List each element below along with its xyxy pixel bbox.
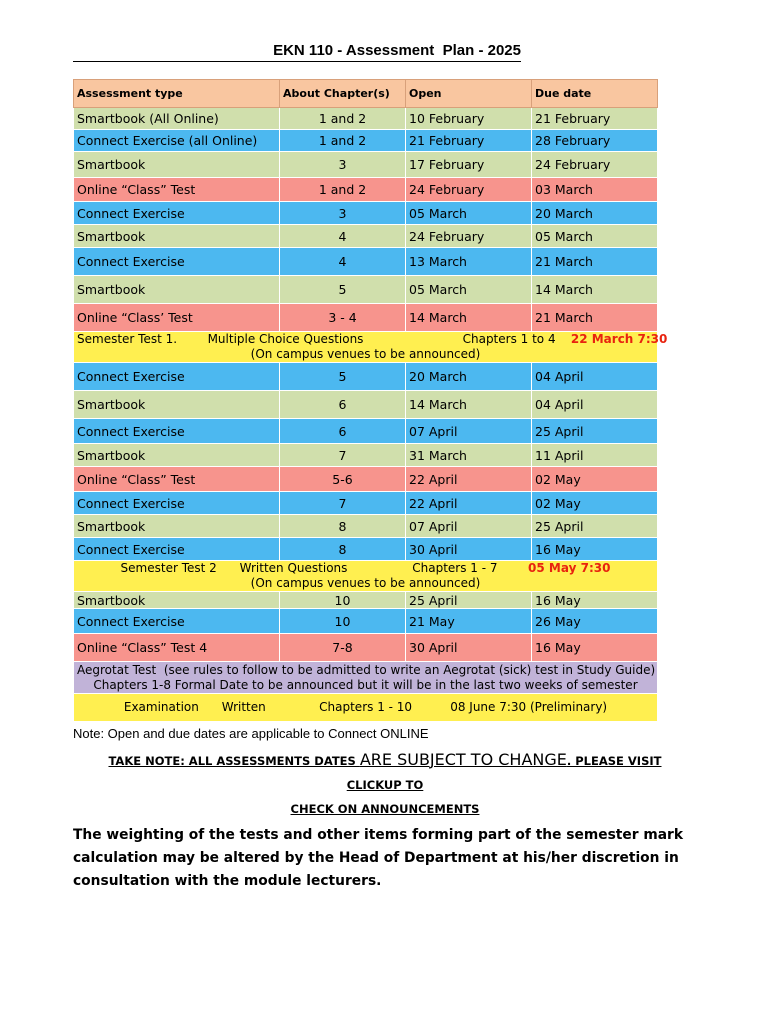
cell-assessment-type: Smartbook [74, 276, 280, 304]
cell-open: 31 March [406, 444, 532, 467]
cell-open: 05 March [406, 202, 532, 225]
cell-due-date: 21 February [532, 108, 658, 130]
cell-chapters: 1 and 2 [280, 178, 406, 202]
table-row [74, 444, 658, 467]
notice-cell [74, 332, 668, 363]
table-row [74, 276, 658, 304]
cell-assessment-type: Connect Exercise [74, 202, 280, 225]
cell-assessment-type: Smartbook [74, 515, 280, 538]
cell-due-date: 20 March [532, 202, 658, 225]
cell-due-date: 16 May [532, 592, 658, 609]
table-row [74, 152, 658, 178]
cell-chapters: 4 [280, 248, 406, 276]
cell-open: 22 April [406, 492, 532, 515]
table-row [74, 592, 658, 609]
cell-assessment-type: Online “Class’ Test [74, 304, 280, 332]
cell-open: 24 February [406, 225, 532, 248]
cell-open: 14 March [406, 391, 532, 419]
notice-date: 22 March 7:30 [570, 332, 668, 346]
table-row [74, 108, 658, 130]
table-row [74, 178, 658, 202]
notice-line1: Semester Test 2 Written Questions Chapters 1 - 7 [120, 561, 529, 575]
table-row [74, 248, 658, 276]
cell-open: 14 March [406, 304, 532, 332]
cell-due-date: 24 February [532, 152, 658, 178]
notice-line1: Aegrotat Test (see rules to follow to be admitted to write an Aegrotat (sick) test in Study Guide) [77, 662, 656, 677]
cell-chapters: 10 [280, 609, 406, 634]
cell-open: 21 February [406, 130, 532, 152]
cell-open: 07 April [406, 515, 532, 538]
cell-chapters: 8 [280, 538, 406, 561]
cell-chapters: 7 [280, 492, 406, 515]
cell-due-date: 16 May [532, 538, 658, 561]
weighting-paragraph: The weighting of the tests and other items forming part of the semester mark calculation may be altered by the Head of Department at his/her discretion in consultation with the module lecturers. [73, 827, 684, 889]
page-title: EKN 110 - Assessment Plan - 2025 [73, 42, 521, 62]
table-row [74, 515, 658, 538]
cell-chapters: 4 [280, 225, 406, 248]
table-row [74, 225, 658, 248]
cell-open: 22 April [406, 467, 532, 492]
cell-chapters: 5 [280, 363, 406, 391]
notice-cell [74, 694, 658, 722]
cell-chapters: 5 [280, 276, 406, 304]
table-row [74, 538, 658, 561]
cell-open: 21 May [406, 609, 532, 634]
table-row [74, 363, 658, 391]
cell-open: 24 February [406, 178, 532, 202]
cell-due-date: 16 May [532, 634, 658, 662]
online-note: Note: Open and due dates are applicable to Connect ONLINE [73, 726, 429, 741]
cell-chapters: 3 - 4 [280, 304, 406, 332]
header-open: Open [406, 80, 532, 108]
table-row [74, 130, 658, 152]
cell-due-date: 02 May [532, 467, 658, 492]
cell-due-date: 26 May [532, 609, 658, 634]
cell-due-date: 03 March [532, 178, 658, 202]
notice-cell [74, 561, 658, 592]
cell-assessment-type: Smartbook [74, 444, 280, 467]
cell-assessment-type: Connect Exercise (all Online) [74, 130, 280, 152]
cell-assessment-type: Connect Exercise [74, 609, 280, 634]
cell-open: 30 April [406, 538, 532, 561]
table-notice-row [74, 332, 658, 363]
cell-assessment-type: Smartbook [74, 225, 280, 248]
notice-line2: (On campus venues to be announced) [250, 347, 481, 361]
cell-due-date: 28 February [532, 130, 658, 152]
cell-assessment-type: Smartbook [74, 152, 280, 178]
table-row [74, 609, 658, 634]
notice-line1: Examination Written Chapters 1 - 10 08 June 7:30 (Preliminary) [123, 700, 608, 714]
cell-open: 30 April [406, 634, 532, 662]
cell-open: 07 April [406, 419, 532, 444]
notice-line2: Chapters 1-8 Formal Date to be announced but it will be in the last two weeks of semester [93, 677, 638, 692]
cell-assessment-type: Connect Exercise [74, 363, 280, 391]
take-note-emphasis: ARE SUBJECT TO CHANGE [359, 750, 567, 769]
table-row [74, 467, 658, 492]
cell-due-date: 14 March [532, 276, 658, 304]
cell-due-date: 25 April [532, 515, 658, 538]
cell-assessment-type: Online “Class” Test [74, 467, 280, 492]
table-notice-row [74, 561, 658, 592]
notice-date: 05 May 7:30 [528, 561, 611, 575]
header-assessment-type: Assessment type [74, 80, 280, 108]
table-row [74, 419, 658, 444]
table-row [74, 391, 658, 419]
header-chapters: About Chapter(s) [280, 80, 406, 108]
cell-due-date: 04 April [532, 391, 658, 419]
cell-chapters: 8 [280, 515, 406, 538]
cell-due-date: 25 April [532, 419, 658, 444]
cell-chapters: 7 [280, 444, 406, 467]
cell-chapters: 3 [280, 202, 406, 225]
table-notice-row [74, 662, 658, 694]
cell-open: 05 March [406, 276, 532, 304]
cell-due-date: 05 March [532, 225, 658, 248]
cell-assessment-type: Connect Exercise [74, 419, 280, 444]
take-note-notice [80, 748, 690, 821]
cell-assessment-type: Smartbook (All Online) [74, 108, 280, 130]
cell-open: 20 March [406, 363, 532, 391]
cell-assessment-type: Online “Class” Test 4 [74, 634, 280, 662]
cell-chapters: 1 and 2 [280, 108, 406, 130]
notice-line1: Semester Test 1. Multiple Choice Questions Chapters 1 to 4 [77, 332, 571, 346]
table-body [74, 108, 668, 722]
table-row [74, 304, 658, 332]
cell-open: 13 March [406, 248, 532, 276]
cell-assessment-type: Connect Exercise [74, 248, 280, 276]
assessment-table [73, 79, 668, 722]
cell-open: 10 February [406, 108, 532, 130]
cell-due-date: 21 March [532, 248, 658, 276]
table-row [74, 492, 658, 515]
cell-chapters: 6 [280, 391, 406, 419]
header-due-date: Due date [532, 80, 658, 108]
cell-chapters: 6 [280, 419, 406, 444]
cell-chapters: 10 [280, 592, 406, 609]
table-header-row [74, 80, 658, 108]
table-row [74, 634, 658, 662]
notice-cell [74, 662, 658, 694]
cell-assessment-type: Smartbook [74, 391, 280, 419]
cell-due-date: 11 April [532, 444, 658, 467]
cell-due-date: 04 April [532, 363, 658, 391]
cell-chapters: 5-6 [280, 467, 406, 492]
cell-due-date: 02 May [532, 492, 658, 515]
notice-line2: (On campus venues to be announced) [250, 576, 481, 590]
take-note-part2: . PLEASE VISIT CLICKUP TO [346, 754, 662, 792]
cell-assessment-type: Connect Exercise [74, 538, 280, 561]
cell-chapters: 7-8 [280, 634, 406, 662]
cell-open: 25 April [406, 592, 532, 609]
cell-chapters: 3 [280, 152, 406, 178]
take-note-line2: CHECK ON ANNOUNCEMENTS [290, 802, 480, 816]
cell-assessment-type: Online “Class” Test [74, 178, 280, 202]
cell-assessment-type: Smartbook [74, 592, 280, 609]
table-row [74, 202, 658, 225]
cell-due-date: 21 March [532, 304, 658, 332]
cell-chapters: 1 and 2 [280, 130, 406, 152]
cell-open: 17 February [406, 152, 532, 178]
take-note-part1: TAKE NOTE: ALL ASSESSMENTS DATES [108, 754, 360, 768]
table-notice-row [74, 694, 658, 722]
cell-assessment-type: Connect Exercise [74, 492, 280, 515]
